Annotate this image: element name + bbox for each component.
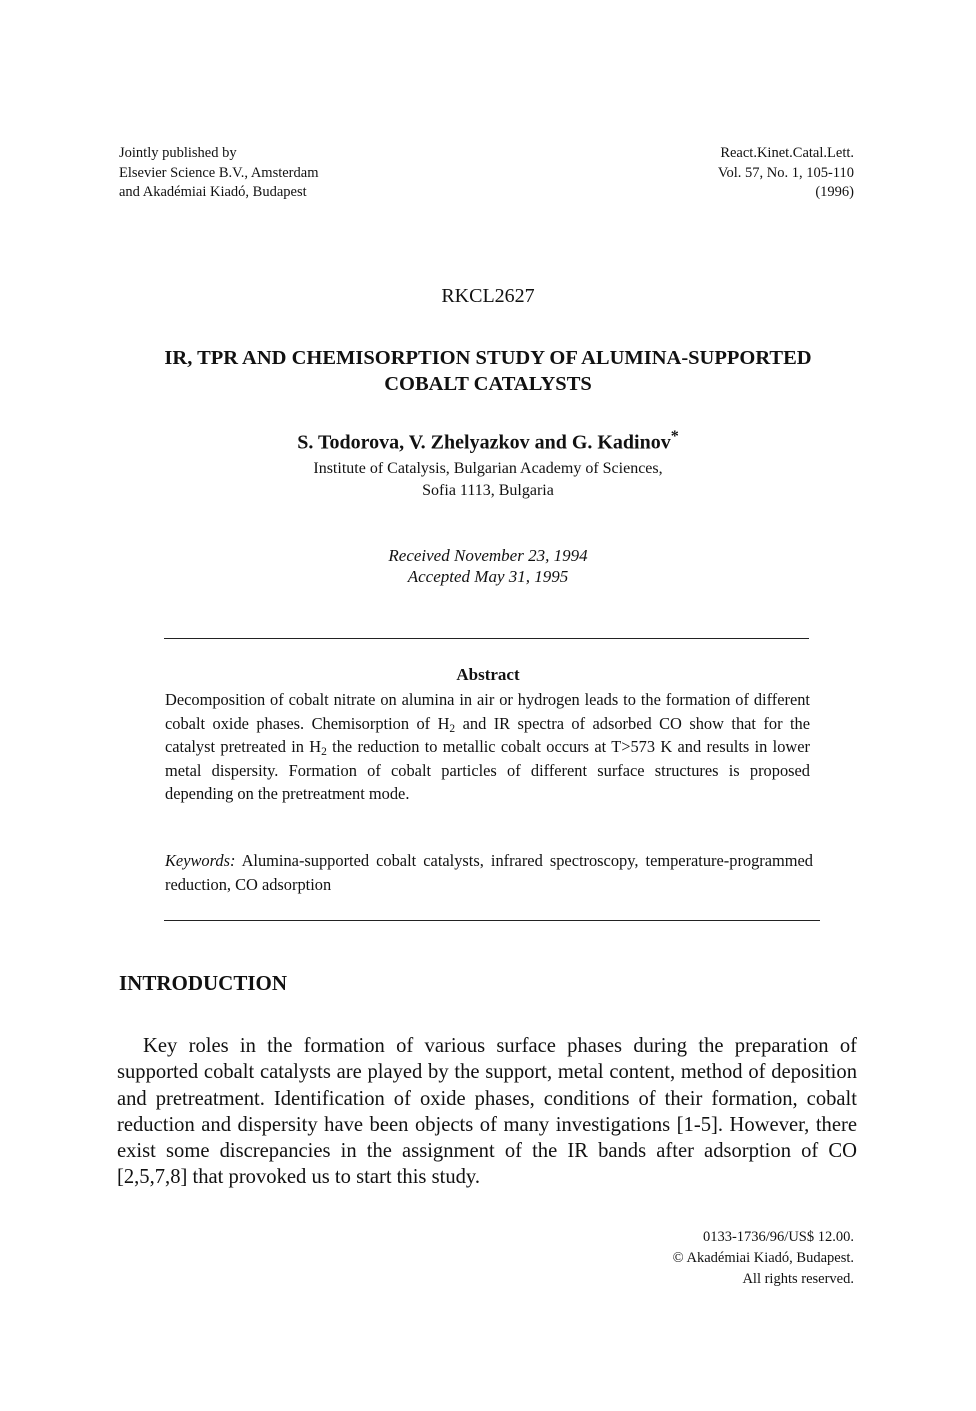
publisher-info xyxy=(119,144,318,203)
dates xyxy=(0,545,976,587)
section-heading: INTRODUCTION xyxy=(119,971,288,995)
abstract-part: and IR spectra of adsorbed CO show that for the catalyst pretreated in H xyxy=(165,713,810,757)
affiliation-line: Institute of Catalysis, Bulgarian Academy of Sciences, xyxy=(313,460,663,477)
copyright-line: © Akadémiai Kiadó, Budapest. xyxy=(672,1250,854,1266)
copyright-line: All rights reserved. xyxy=(742,1271,854,1287)
abstract-heading: Abstract xyxy=(456,665,520,684)
affiliation-line: Sofia 1113, Bulgaria xyxy=(422,482,554,499)
copyright-notice xyxy=(673,1227,854,1290)
author-names: S. Todorova, V. Zhelyazkov and G. Kadinov xyxy=(297,431,671,454)
publisher-line: and Akadémiai Kiadó, Budapest xyxy=(119,184,307,200)
abstract-part: the reduction to metallic cobalt occurs at T>573 K and results in lower metal dispersity. Formation of cobalt particles of different surface structures is proposed depending on the pretreatment mode. xyxy=(165,737,810,804)
paper-title xyxy=(90,345,886,397)
divider-top xyxy=(164,638,809,639)
publisher-line: Elsevier Science B.V., Amsterdam xyxy=(119,164,319,181)
journal-citation xyxy=(718,144,854,203)
subscript: 2 xyxy=(449,722,456,735)
abstract-part: Decomposition of cobalt nitrate on alumina in air or hydrogen leads to the formation of different cobalt oxide phases. Chemisorption of H xyxy=(165,690,810,733)
received-date: Received November 23, 1994 xyxy=(388,546,588,565)
title-line: COBALT CATALYSTS xyxy=(384,373,592,395)
divider-bottom xyxy=(164,920,820,921)
publisher-line: Jointly published by xyxy=(119,145,237,161)
journal-line: (1996) xyxy=(815,184,854,200)
keywords-label: Keywords: xyxy=(165,851,236,870)
accepted-date: Accepted May 31, 1995 xyxy=(407,567,569,586)
introduction-text: Key roles in the formation of various surface phases during the preparation of supported cobalt catalysts are played by the support, metal content, method of deposition and pretreatment. Identification of oxide phases, conditions of their formation, cobalt reduction and dispersity have been objects of many investigations [1-5]. However, there exist some discrepancies in the assignment of the IR bands after adsorption of CO [2,5,7,8] that provoked us to start this study. xyxy=(117,1035,857,1189)
authors xyxy=(0,428,976,455)
copyright-line: 0133-1736/96/US$ 12.00. xyxy=(702,1229,854,1245)
abstract-text xyxy=(165,688,810,806)
subscript: 2 xyxy=(321,746,327,759)
paper-code: RKCL2627 xyxy=(441,285,535,307)
title-line: IR, TPR AND CHEMISORPTION STUDY OF ALUMINA-SUPPORTED xyxy=(164,347,812,369)
keywords xyxy=(165,849,813,896)
journal-line: Vol. 57, No. 1, 105-110 xyxy=(717,164,854,181)
affiliation xyxy=(0,458,976,502)
journal-line: React.Kinet.Catal.Lett. xyxy=(720,145,854,161)
keywords-text: Alumina-supported cobalt catalysts, infrared spectroscopy, temperature-programmed reduction, CO adsorption xyxy=(165,851,813,894)
corresponding-author-mark: * xyxy=(670,428,679,445)
